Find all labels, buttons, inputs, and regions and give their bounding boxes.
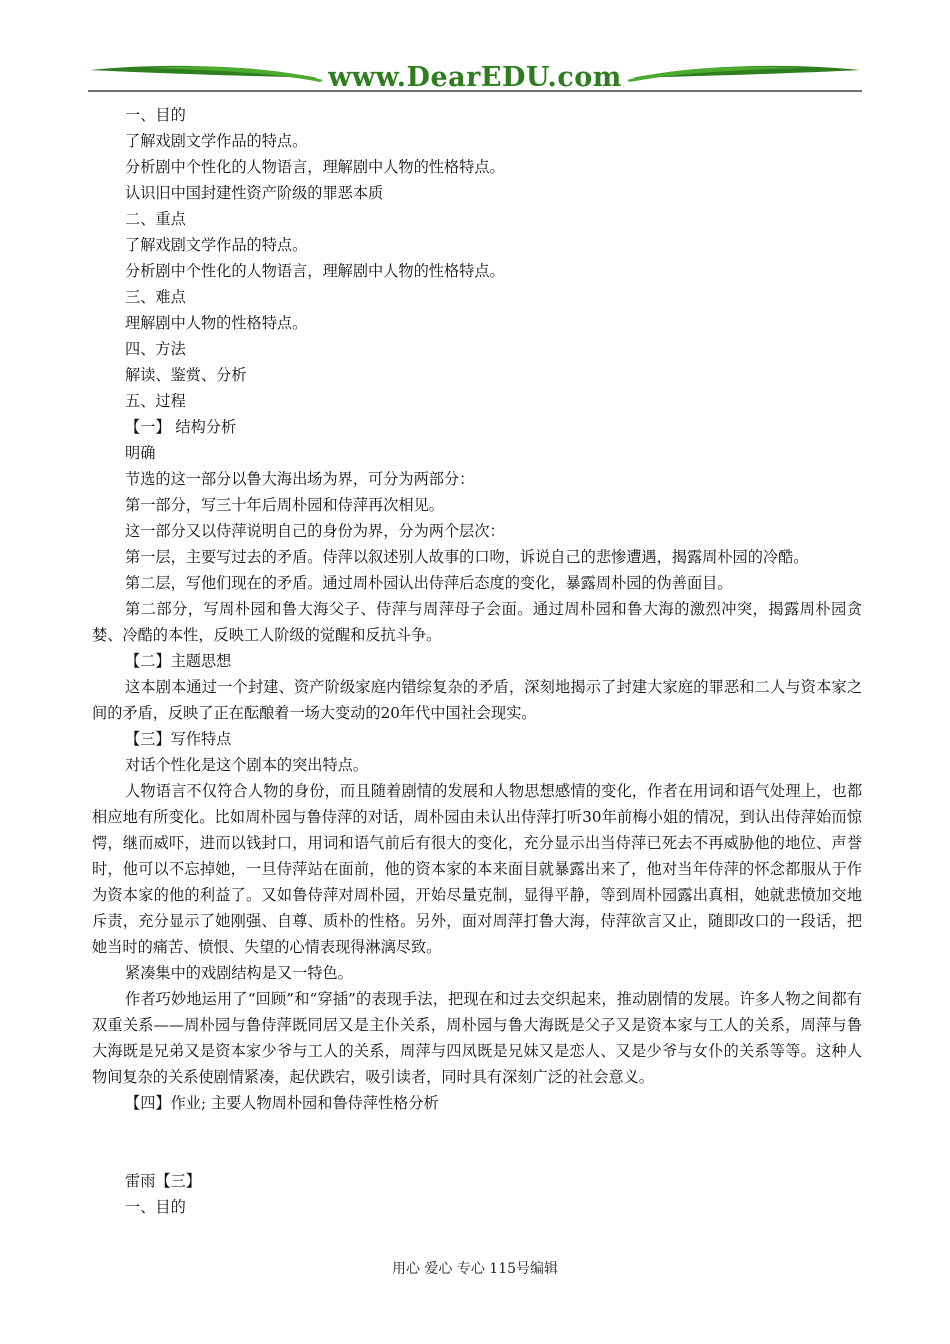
paragraph: 对话个性化是这个剧本的突出特点。 [125, 756, 368, 774]
section-heading: 【四】作业; 主要人物周朴园和鲁侍萍性格分析 [125, 1094, 439, 1112]
paragraph: 这一部分又以侍萍说明自己的身份为界，分为两个层次： [125, 522, 505, 540]
objective-item: 认识旧中国封建性资产阶级的罪恶本质 [125, 184, 384, 202]
paragraph: 第一层，主要写过去的矛盾。侍萍以叙述别人故事的口吻，诉说自己的悲惨遭遇，揭露周朴园的冷酷。 [125, 548, 809, 566]
section-heading: 【一】 结构分析 [125, 418, 237, 436]
paragraph: 第二部分，写周朴园和鲁大海父子、侍萍与周萍母子会面。通过周朴园和鲁大海的激烈冲突，揭露周朴园贪婪、冷酷的本性，反映工人阶级的觉醒和反抗斗争。 [92, 600, 862, 644]
spacer [92, 1116, 862, 1168]
paragraph: 这本剧本通过一个封建、资产阶级家庭内错综复杂的矛盾，深刻地揭示了封建大家庭的罪恶和二人与资本家之间的矛盾，反映了正在酝酿着一场大变动的20年代中国社会现实。 [92, 678, 862, 722]
page-footer: 用心 爱心 专心 115号编辑 [391, 1261, 559, 1277]
site-header [88, 58, 862, 98]
objective-heading: 一、目的 [125, 106, 186, 124]
objective-item: 分析剧中个性化的人物语言，理解剧中人物的性格特点。 [125, 158, 505, 176]
method-item: 解读、鉴赏、分析 [125, 366, 247, 384]
site-logo: www.DearEDU.com [328, 62, 622, 93]
objective-heading: 一、目的 [125, 1198, 186, 1216]
difficulty-heading: 三、难点 [125, 288, 186, 306]
objective-item: 了解戏剧文学作品的特点。 [125, 132, 308, 150]
paragraph: 节选的这一部分以鲁大海出场为界，可分为两部分： [125, 470, 475, 488]
next-lesson-title: 雷雨【三】 [125, 1172, 201, 1190]
difficulty-item: 理解剧中人物的性格特点。 [125, 314, 308, 332]
paragraph: 第一部分，写三十年后周朴园和侍萍再次相见。 [125, 496, 444, 514]
method-heading: 四、方法 [125, 340, 186, 358]
paragraph: 第二层，写他们现在的矛盾。通过周朴园认出侍萍后态度的变化，暴露周朴园的伪善面目。 [125, 574, 733, 592]
keypoint-item: 了解戏剧文学作品的特点。 [125, 236, 308, 254]
section-heading: 【二】主题思想 [125, 652, 232, 670]
paragraph: 人物语言不仅符合人物的身份，而且随着剧情的发展和人物思想感情的变化，作者在用词和语气处理上，也都相应地有所变化。比如周朴园与鲁侍萍的对话，周朴园由未认出侍萍打听30年前梅小姐的情况，到认出侍萍始而惊愕，继而威吓，进而以钱封口，用词和语气前后有很大的变化，充分显示出当侍萍已死去不再威胁他的地位、声誉时，他可以不忘掉她，一旦侍萍站在面前，他的资本家的本来面目就暴露出来了，他对当年侍萍的怀念都服从于作为资本家的他的利益了。又如鲁侍萍对周朴园，开始尽量克制，显得平静，等到周朴园露出真相，她就悲愤加交地斥责，充分显示了她刚强、自尊、质朴的性格。另外，面对周萍打鲁大海，侍萍欲言又止，随即改口的一段话，把她当时的痛苦、愤恨、失望的心情表现得淋漓尽致。 [92, 782, 862, 956]
document-body [92, 102, 862, 1220]
paragraph: 紧凑集中的戏剧结构是又一特色。 [125, 964, 353, 982]
keypoint-heading: 二、重点 [125, 210, 186, 228]
paragraph: 作者巧妙地运用了“回顾”和“穿插”的表现手法，把现在和过去交织起来，推动剧情的发展。许多人物之间都有双重关系——周朴园与鲁侍萍既同居又是主仆关系，周朴园与鲁大海既是父子又是资本家与工人的关系，周萍与鲁大海既是兄弟又是资本家少爷与工人的关系，周萍与四凤既是兄妹又是恋人、又是少爷与女仆的关系等等。这种人物间复杂的关系使剧情紧凑，起伏跌宕，吸引读者，同时具有深刻广泛的社会意义。 [92, 990, 862, 1086]
keypoint-item: 分析剧中个性化的人物语言，理解剧中人物的性格特点。 [125, 262, 505, 280]
section-heading: 【三】写作特点 [125, 730, 232, 748]
clarify-label: 明确 [125, 444, 156, 462]
process-heading: 五、过程 [125, 392, 186, 410]
